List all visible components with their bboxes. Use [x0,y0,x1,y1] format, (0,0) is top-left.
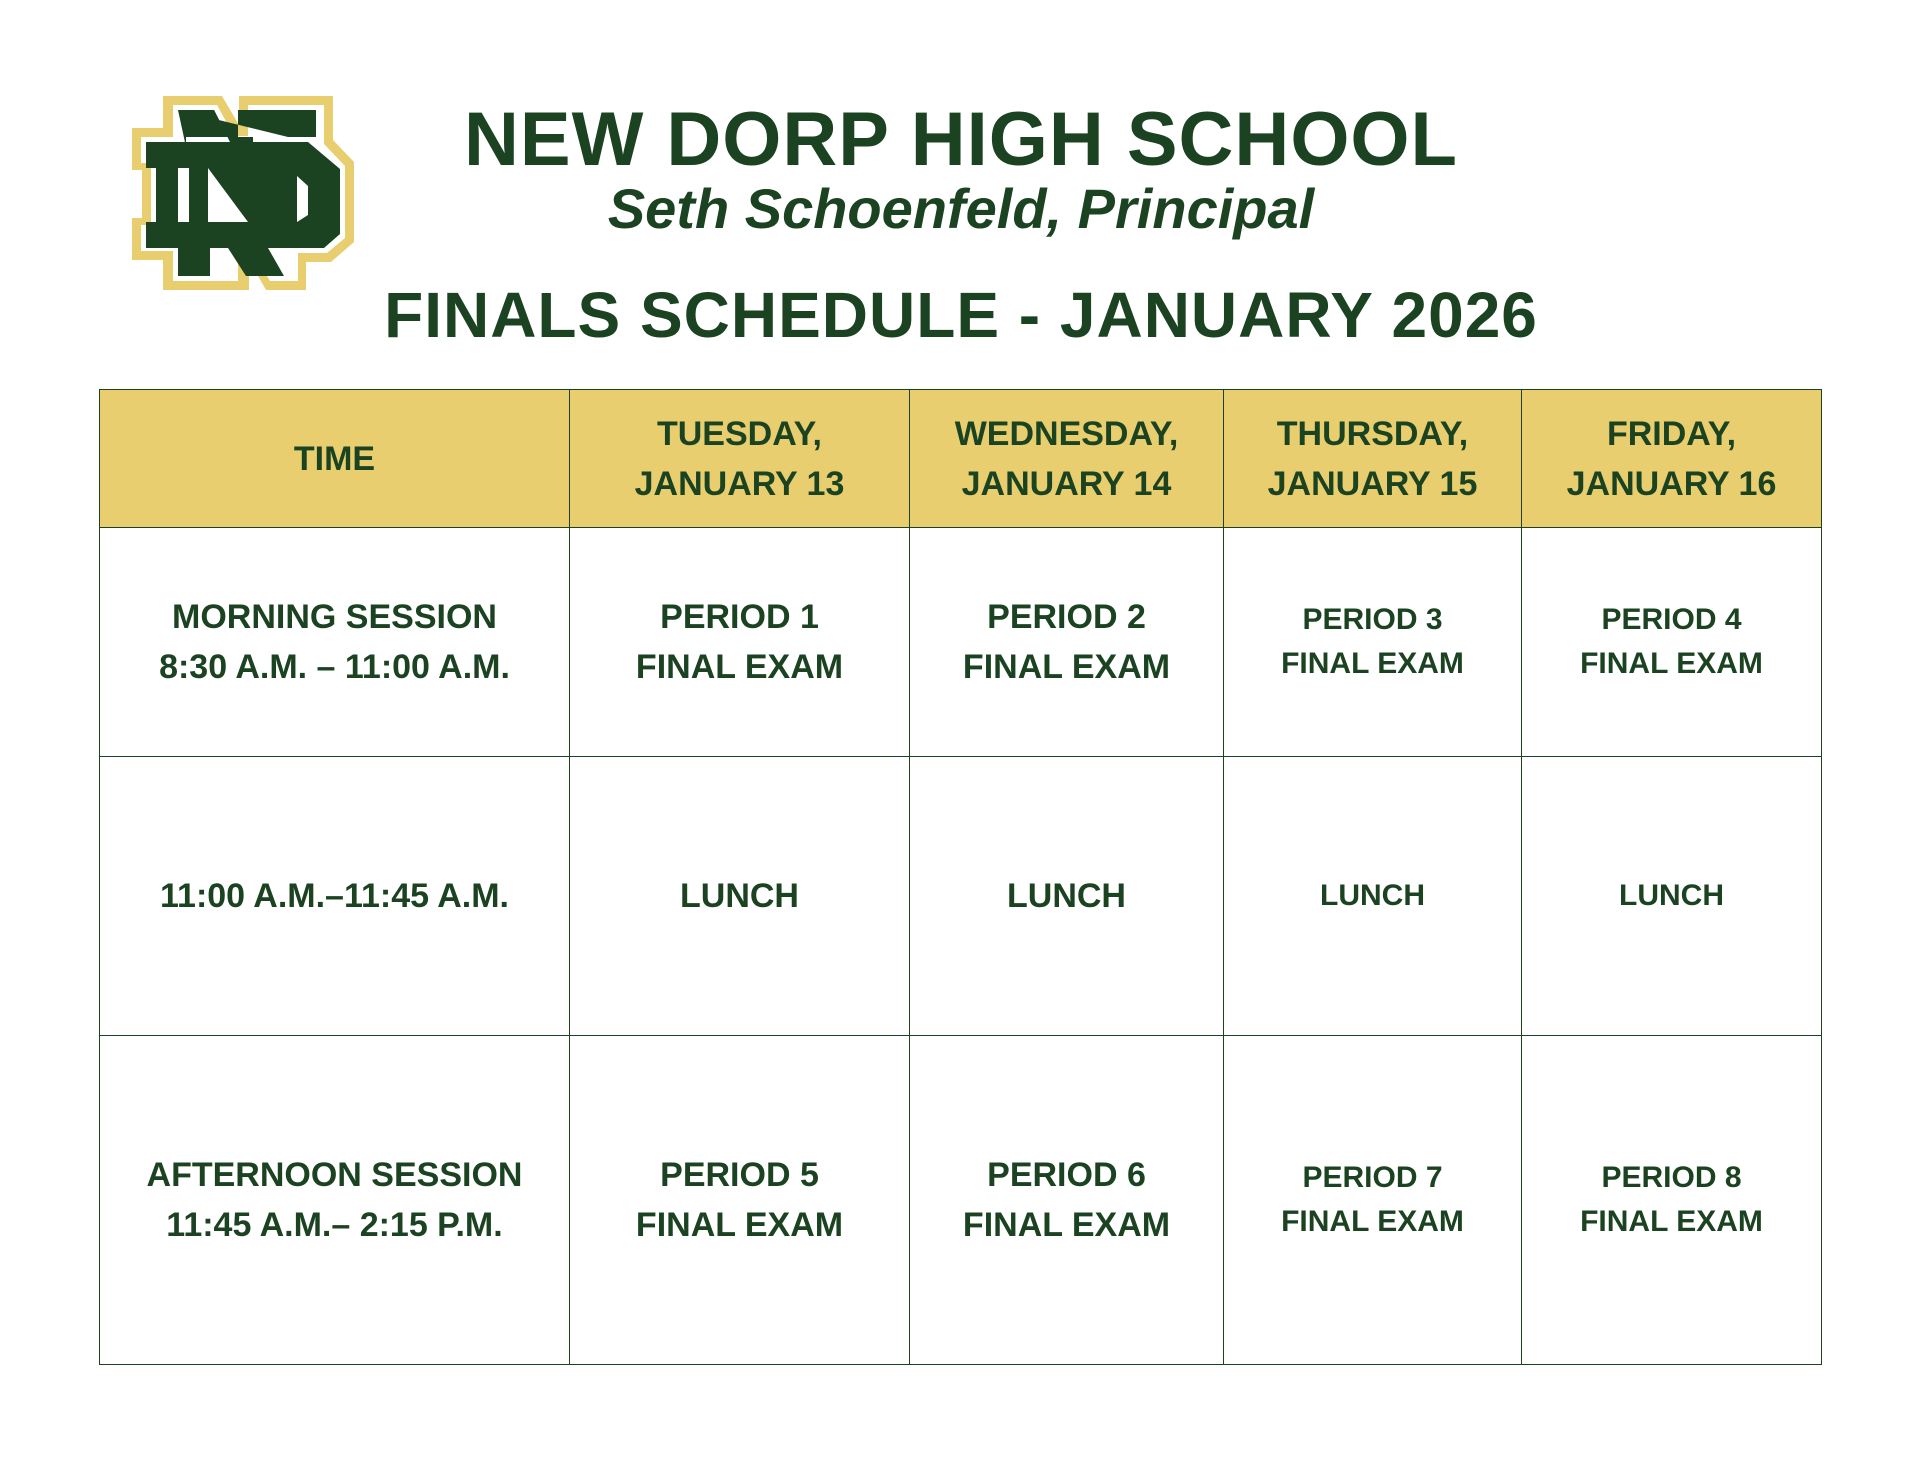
header-row [100,390,1822,528]
table-row-lunch [100,757,1822,1036]
schedule-cell: PERIOD 8 FINAL EXAM [1522,1036,1822,1365]
column-header-tuesday: TUESDAY, JANUARY 13 [570,390,910,528]
schedule-cell: PERIOD 1 FINAL EXAM [570,528,910,757]
schedule-cell: PERIOD 2 FINAL EXAM [910,528,1224,757]
school-name: NEW DORP HIGH SCHOOL [464,97,1458,182]
time-cell: 11:00 A.M.–11:45 A.M. [100,757,570,1036]
schedule-cell: PERIOD 3 FINAL EXAM [1224,528,1522,757]
schedule-cell: LUNCH [1224,757,1522,1036]
table-row-afternoon [100,1036,1822,1365]
column-header-thursday: THURSDAY, JANUARY 15 [1224,390,1522,528]
column-header-wednesday: WEDNESDAY, JANUARY 14 [910,390,1224,528]
schedule-cell: LUNCH [570,757,910,1036]
time-cell: AFTERNOON SESSION 11:45 A.M.– 2:15 P.M. [100,1036,570,1365]
schedule-cell: PERIOD 4 FINAL EXAM [1522,528,1822,757]
schedule-title: FINALS SCHEDULE - JANUARY 2026 [384,279,1538,351]
schedule-cell: PERIOD 5 FINAL EXAM [570,1036,910,1365]
schedule-cell: PERIOD 7 FINAL EXAM [1224,1036,1522,1365]
time-cell: MORNING SESSION 8:30 A.M. – 11:00 A.M. [100,528,570,757]
column-header-time: TIME [100,390,570,528]
principal-name: Seth Schoenfeld, Principal [607,177,1315,240]
schedule-cell: LUNCH [1522,757,1822,1036]
schedule-cell: PERIOD 6 FINAL EXAM [910,1036,1224,1365]
column-header-friday: FRIDAY, JANUARY 16 [1522,390,1822,528]
finals-schedule-table [99,389,1822,1365]
table-row-morning [100,528,1822,757]
schedule-cell: LUNCH [910,757,1224,1036]
